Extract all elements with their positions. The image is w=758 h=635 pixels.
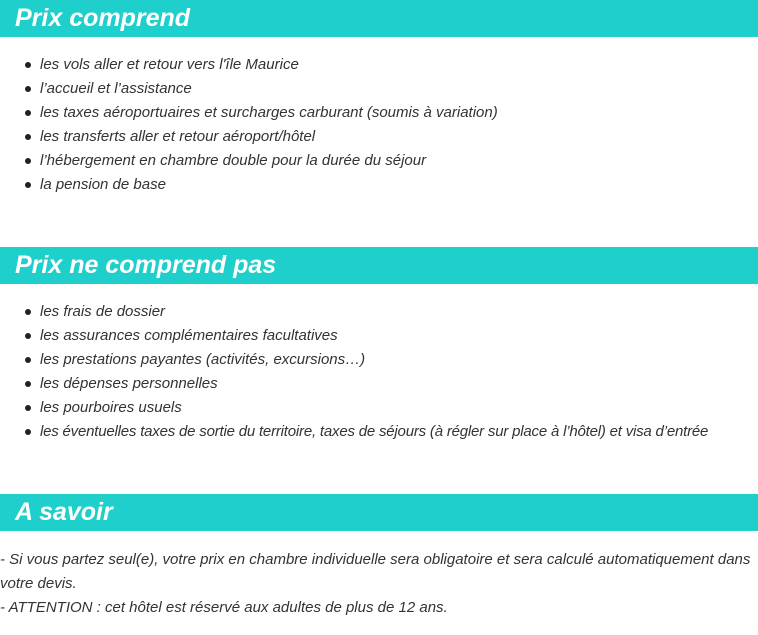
section-title-included: Prix comprend bbox=[0, 0, 758, 37]
bullet-icon bbox=[25, 429, 31, 435]
list-item bbox=[0, 420, 758, 444]
list-item bbox=[0, 300, 758, 324]
note-line: - ATTENTION : cet hôtel est réservé aux adultes de plus de 12 ans. bbox=[0, 599, 448, 616]
list-item bbox=[0, 53, 758, 77]
bullet-icon bbox=[25, 62, 31, 68]
list-item-text: la pension de base bbox=[40, 176, 166, 193]
bullet-icon bbox=[25, 381, 31, 387]
list-item-text: les frais de dossier bbox=[40, 303, 166, 320]
list-item-text: les dépenses personnelles bbox=[40, 375, 218, 392]
list-item-text: l’accueil et l’assistance bbox=[40, 80, 192, 97]
list-item bbox=[0, 372, 758, 396]
list-item bbox=[0, 149, 758, 173]
list-item bbox=[0, 173, 758, 197]
bullet-icon bbox=[25, 86, 31, 92]
bullet-icon bbox=[25, 134, 31, 140]
bullet-icon bbox=[25, 357, 31, 363]
list-item bbox=[0, 396, 758, 420]
list-item bbox=[0, 77, 758, 101]
list-item-text: les vols aller et retour vers l'île Maurice bbox=[40, 56, 299, 73]
list-item-text: les assurances complémentaires facultatives bbox=[40, 327, 338, 344]
list-item-text: les prestations payantes (activités, excursions…) bbox=[40, 351, 366, 368]
bullet-icon bbox=[25, 182, 31, 188]
section-excluded bbox=[0, 247, 758, 444]
list-item-text: les pourboires usuels bbox=[40, 399, 182, 416]
bullet-icon bbox=[25, 405, 31, 411]
excluded-list bbox=[0, 300, 758, 444]
list-item bbox=[0, 101, 758, 125]
section-title-to-know: A savoir bbox=[0, 494, 758, 531]
list-item-text: l’hébergement en chambre double pour la durée du séjour bbox=[40, 152, 427, 169]
list-item-text: les éventuelles taxes de sortie du territoire, taxes de séjours (à régler sur place à l’hôtel) et visa d’entrée bbox=[40, 423, 709, 440]
list-item bbox=[0, 125, 758, 149]
section-title-excluded: Prix ne comprend pas bbox=[0, 247, 758, 284]
list-item bbox=[0, 324, 758, 348]
notes-block bbox=[0, 548, 758, 620]
list-item-text: les transferts aller et retour aéroport/hôtel bbox=[40, 128, 316, 145]
section-to-know bbox=[0, 494, 758, 620]
section-included bbox=[0, 0, 758, 197]
bullet-icon bbox=[25, 110, 31, 116]
list-item-text: les taxes aéroportuaires et surcharges carburant (soumis à variation) bbox=[40, 104, 498, 121]
bullet-icon bbox=[25, 309, 31, 315]
included-list bbox=[0, 53, 758, 197]
note-line: - Si vous partez seul(e), votre prix en chambre individuelle sera obligatoire et sera calculé automatiquement dans votre devis. bbox=[0, 551, 751, 592]
bullet-icon bbox=[25, 333, 31, 339]
list-item bbox=[0, 348, 758, 372]
bullet-icon bbox=[25, 158, 31, 164]
